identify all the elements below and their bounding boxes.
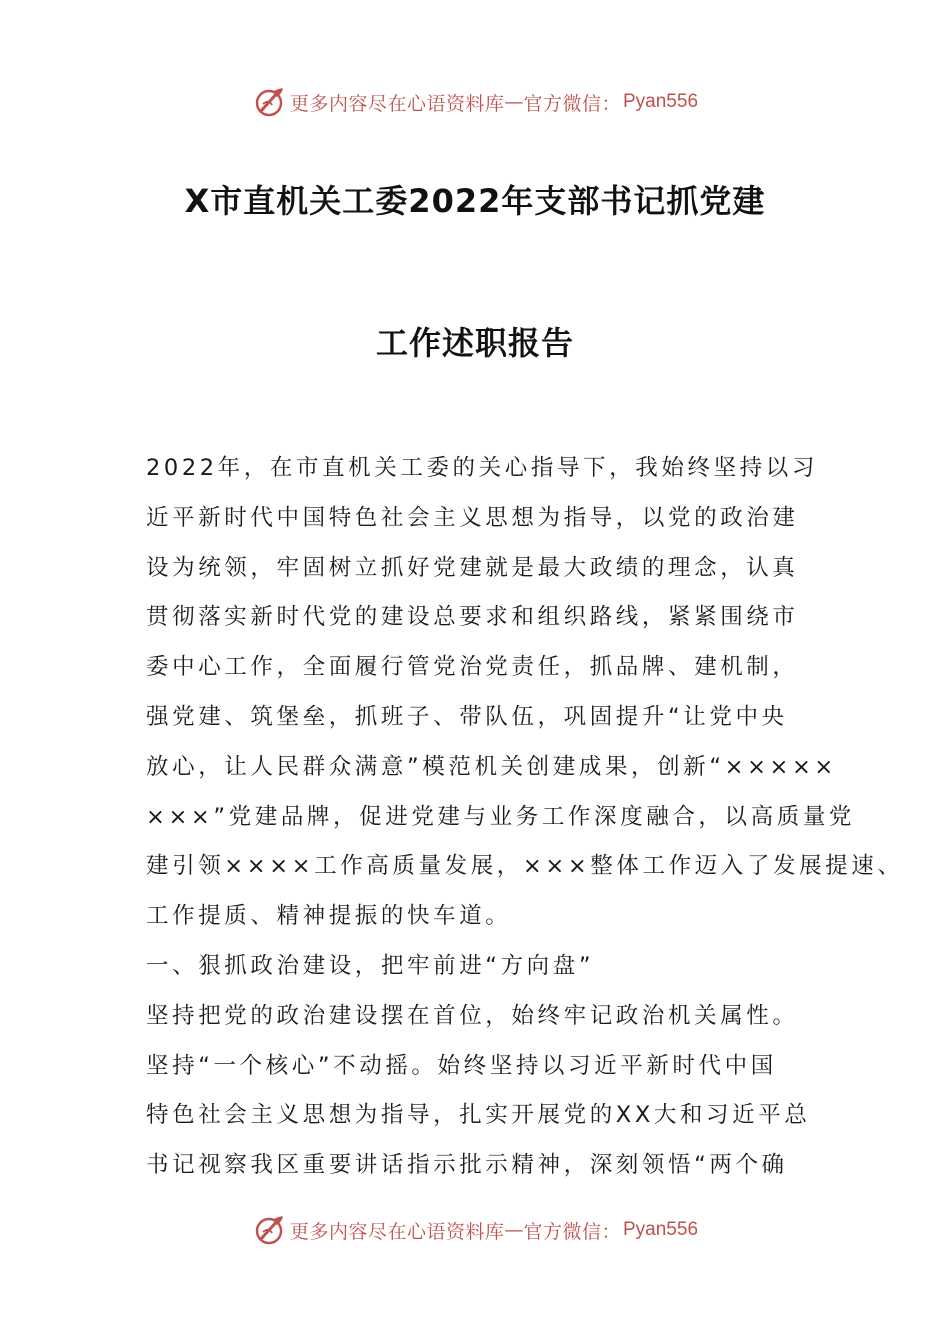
body-line: 坚持“一个核心”不动摇。始终坚持以习近平新时代中国 bbox=[146, 1052, 777, 1079]
watermark-separator: — bbox=[504, 1219, 524, 1241]
document-title-line1: X市直机关工委2022年支部书记抓党建 bbox=[184, 182, 766, 220]
body-line: 工作提质、精神提振的快车道。 bbox=[146, 903, 512, 930]
watermark-label: 官方微信： bbox=[523, 92, 621, 115]
body-line: 近平新时代中国特色社会主义思想为指导，以党的政治建 bbox=[146, 504, 799, 531]
body-line: 设为统领，牢固树立抓好党建就是最大政绩的理念，认真 bbox=[146, 554, 799, 581]
body-line: 书记视察我区重要讲话指示批示精神，深刻领悟“两个确 bbox=[146, 1152, 788, 1179]
body-line: 贯彻落实新时代党的建设总要求和组织路线，紧紧围绕市 bbox=[146, 604, 799, 631]
body-line: 建引领××××工作高质量发展，×××整体工作迈入了发展提速、 bbox=[146, 853, 904, 880]
watermark-text: 更多内容尽在心语资料库 bbox=[289, 92, 505, 115]
body-line: 2022年，在市直机关工委的关心指导下，我始终坚持以习 bbox=[146, 455, 818, 481]
body-line: 放心，让人民群众满意”模范机关创建成果，创新“××××× bbox=[146, 753, 837, 780]
watermark-account: Pyan556 bbox=[623, 1219, 699, 1240]
body-line: 委中心工作，全面履行管党治党责任，抓品牌、建机制， bbox=[146, 654, 799, 681]
watermark-label: 官方微信： bbox=[523, 1220, 621, 1243]
footer-watermark bbox=[0, 1210, 950, 1250]
section-heading: 一、狠抓政治建设，把牢前进“方向盘” bbox=[146, 952, 595, 979]
body-line: 特色社会主义思想为指导，扎实开展党的XX大和习近平总 bbox=[146, 1102, 811, 1129]
watermark-text: 更多内容尽在心语资料库 bbox=[289, 1220, 505, 1243]
body-line: ×××”党建品牌，促进党建与业务工作深度融合，以高质量党 bbox=[146, 803, 856, 830]
quill-seal-icon bbox=[252, 1213, 286, 1247]
header-watermark bbox=[0, 82, 950, 122]
watermark-separator: — bbox=[504, 91, 524, 113]
body-line: 强党建、筑堡垒，抓班子、带队伍，巩固提升“让党中央 bbox=[146, 703, 788, 730]
document-body bbox=[146, 448, 904, 1195]
document-title-line2: 工作述职报告 bbox=[375, 324, 574, 362]
quill-seal-icon bbox=[252, 85, 286, 119]
body-line: 坚持把党的政治建设摆在首位，始终牢记政治机关属性。 bbox=[146, 1002, 799, 1029]
watermark-account: Pyan556 bbox=[623, 91, 699, 112]
